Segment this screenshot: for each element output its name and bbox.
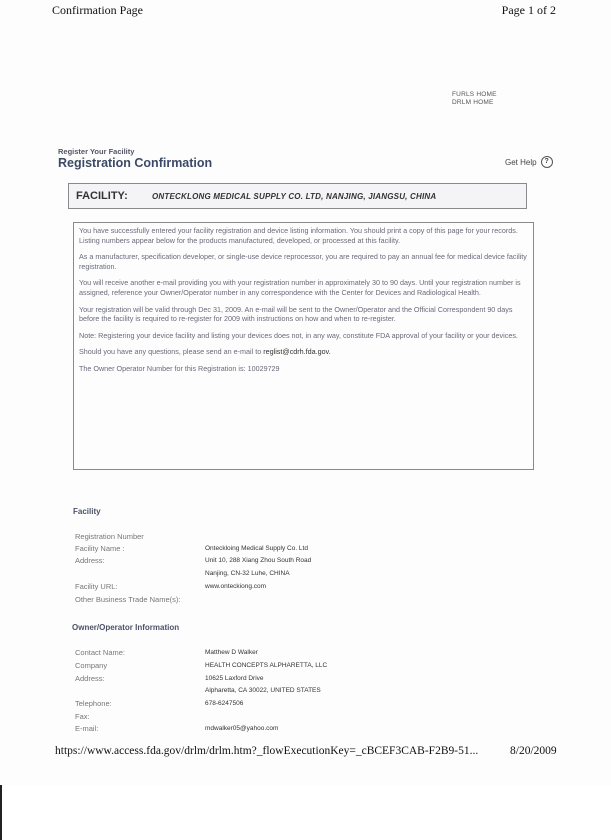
get-help-link[interactable] [505, 156, 553, 168]
facility-banner [68, 183, 527, 209]
page-title: Registration Confirmation [58, 156, 213, 170]
furls-home-link[interactable]: FURLS HOME [452, 91, 497, 98]
email-label: E-mail: [75, 724, 99, 733]
facility-banner-label: FACILITY: [76, 190, 128, 202]
contact-name-value: Matthew D Walker [205, 649, 258, 656]
owner-address-label: Address: [75, 674, 105, 683]
get-help-label: Get Help [505, 157, 537, 167]
facility-address-label: Address: [75, 556, 105, 565]
facility-section-title: Facility [73, 507, 101, 516]
message-p6 [79, 347, 527, 357]
message-p3: You will receive another e-mail providing you with your registration number in approximately 30 to 90 days. Until your registration number is assigned, reference your Owner/Operator number in any correspondence with the Center for Devices and Radiological Health. [79, 278, 521, 297]
message-p4: Your registration will be valid through Dec 31, 2009. An e-mail will be sent to the Owner/Operator and the Official Correspondent 90 days before the facility is required to re-register for 2009 with instructions on how and when to re-register. [79, 304, 513, 324]
telephone-value: 678-6247506 [205, 700, 244, 707]
message-p7-text: The Owner Operator Number for this Registration is: [79, 363, 246, 373]
email-value[interactable]: mdwalker05@yahoo.com [205, 725, 279, 732]
contact-name-label: Contact Name: [75, 648, 126, 657]
facility-name-value: Onteckloing Medical Supply Co. Ltd [205, 545, 308, 552]
help-icon: ? [541, 156, 553, 168]
print-header-title: Confirmation Page [52, 3, 143, 17]
owner-operator-number: 10029729 [247, 363, 280, 373]
owner-address-line1: 10625 Laxford Drive [205, 675, 264, 682]
message-p1: You have successfully entered your facility registration and device listing information. You should print a copy of this page for your records. Listing numbers appear below for the products manufactured, developed, or processed at this facility. [79, 226, 518, 245]
print-header-page: Page 1 of 2 [501, 3, 556, 17]
print-footer-url: https://www.access.fda.gov/drlm/drlm.htm?_flowExecutionKey=_cBCEF3CAB-F2B9-51... [55, 745, 479, 757]
company-label: Company [75, 661, 108, 670]
facility-address-line1: Unit 10, 288 Xiang Zhou South Road [205, 557, 312, 564]
message-p7 [79, 364, 527, 374]
scan-edge [0, 785, 611, 840]
facility-address-line2: Nanjing, CN-32 Luhe, CHINA [205, 570, 290, 577]
company-value: HEALTH CONCEPTS ALPHARETTA, LLC [205, 662, 328, 669]
trade-names-label: Other Business Trade Name(s): [75, 595, 181, 604]
fax-label: Fax: [75, 712, 90, 721]
owner-section-title: Owner/Operator Information [72, 623, 180, 632]
owner-address-line2: Alpharetta, CA 30022, UNITED STATES [205, 687, 321, 694]
facility-url-value[interactable]: www.onteckiong.com [205, 583, 267, 590]
top-links [452, 91, 497, 107]
telephone-label: Telephone: [75, 699, 112, 708]
page-kicker: Register Your Facility [58, 147, 135, 156]
message-p6-text: Should you have any questions, please send an e-mail to [79, 347, 262, 357]
email-link[interactable]: reglist@cdrh.fda.gov. [263, 347, 331, 357]
scan-edge-line [0, 785, 2, 840]
facility-url-label: Facility URL: [75, 582, 118, 591]
message-p2: As a manufacturer, specification developer, or single-use device reprocessor, you are required to pay an annual fee for medical device facility registration. [79, 252, 527, 271]
facility-name-label: Facility Name : [75, 544, 125, 553]
confirmation-message [73, 222, 534, 470]
drlm-home-link[interactable]: DRLM HOME [452, 99, 494, 106]
message-p5: Note: Registering your device facility and listing your devices does not, in any way, constitute FDA approval of your facility or your devices. [79, 330, 518, 340]
registration-number-label: Registration Number [75, 532, 144, 541]
facility-banner-name: ONTECKLONG MEDICAL SUPPLY CO. LTD, NANJING, JIANGSU, CHINA [152, 192, 437, 201]
print-footer-date: 8/20/2009 [510, 745, 557, 757]
